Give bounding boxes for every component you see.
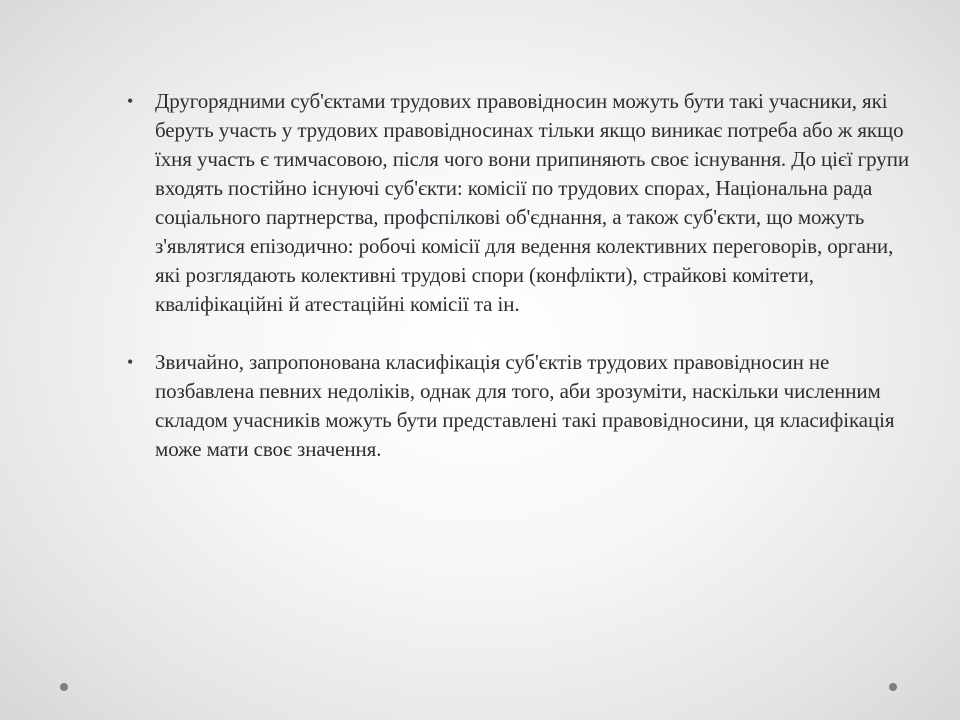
bullet-dot-icon: • (127, 352, 134, 372)
bullet-list (126, 87, 916, 464)
bullet-item (126, 87, 916, 319)
corner-dot-left-icon (60, 683, 68, 691)
bullet-text-secondary-subjects: Другорядними суб'єктами трудових правовідносин можуть бути такі учасники, які беруть участь у трудових правовідносинах тільки якщо виникає потреба або ж якщо їхня участь є тимчасовою, після чого вони припиняють своє існування. До цієї групи входять постійно існуючі суб'єкти: комісії по трудових спорах, Національна рада соціального партнерства, профспілкові об'єднання, а також суб'єкти, що можуть з'являтися епізодично: робочі комісії для ведення колективних переговорів, органи, які розглядають колективні трудові спори (конфлікти), страйкові комітети, кваліфікаційні й атестаційні комісії та ін. (155, 89, 909, 316)
bullet-text-classification-note: Звичайно, запропонована класифікація суб'єктів трудових правовідносин не позбавлена певних недоліків, однак для того, аби зрозуміти, наскільки численним складом учасників можуть бути представлені такі правовідносини, ця класифікація може мати своє значення. (155, 350, 895, 461)
bullet-dot-icon: • (127, 91, 134, 111)
bullet-item (126, 348, 916, 464)
corner-dot-right-icon (889, 683, 897, 691)
